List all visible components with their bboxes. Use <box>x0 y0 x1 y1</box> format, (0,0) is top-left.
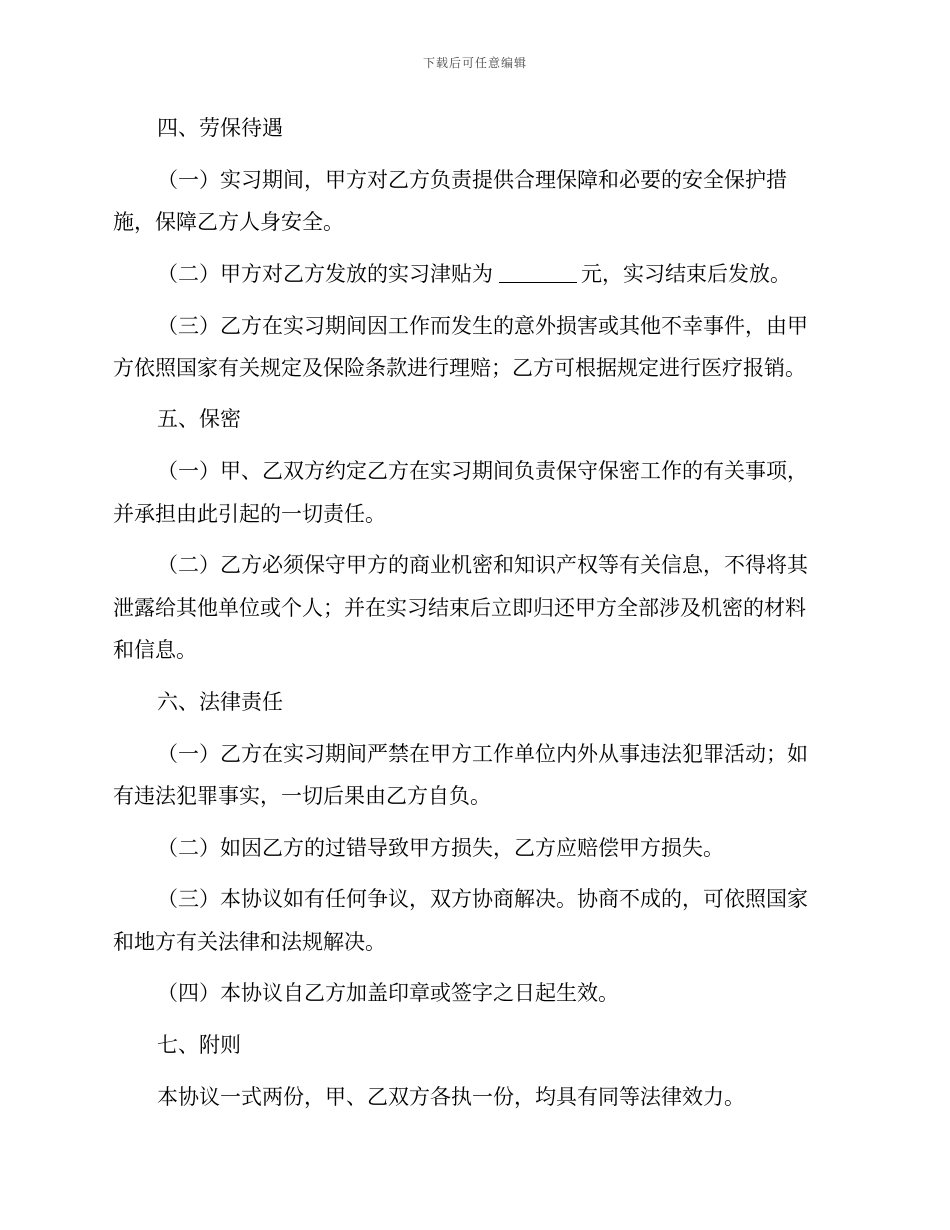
paragraph-line: 方依照国家有关规定及保险条款进行理赔；乙方可根据规定进行医疗报销。 <box>113 356 806 380</box>
section-heading-supplementary: 七、附则 <box>157 1033 241 1057</box>
paragraph-line: （二）乙方必须保守甲方的商业机密和知识产权等有关信息，不得将其 <box>157 553 808 577</box>
section-heading-legal-liability: 六、法律责任 <box>157 690 283 714</box>
paragraph-line: （一）实习期间，甲方对乙方负责提供合理保障和必要的安全保护措 <box>157 168 787 192</box>
paragraph-line-allowance <box>157 260 791 288</box>
paragraph-line: 本协议一式两份，甲、乙双方各执一份，均具有同等法律效力。 <box>157 1085 745 1109</box>
section-heading-confidentiality: 五、保密 <box>157 407 241 431</box>
page-header: 下载后可任意编辑 <box>422 56 527 70</box>
section-heading-labor-benefits: 四、劳保待遇 <box>157 116 283 140</box>
allowance-text-before: （二）甲方对乙方发放的实习津贴为 <box>157 262 493 286</box>
allowance-blank-field <box>499 262 577 283</box>
paragraph-line: （一）乙方在实习期间严禁在甲方工作单位内外从事违法犯罪活动；如 <box>157 742 808 766</box>
paragraph-line: 施，保障乙方人身安全。 <box>113 210 344 234</box>
paragraph-line: （三）本协议如有任何争议，双方协商解决。协商不成的，可依照国家 <box>157 887 808 911</box>
paragraph-line: （四）本协议自乙方加盖印章或签字之日起生效。 <box>157 981 619 1005</box>
paragraph-line: 并承担由此引起的一切责任。 <box>113 502 386 526</box>
paragraph-line: 和信息。 <box>113 638 197 662</box>
paragraph-line: 有违法犯罪事实，一切后果由乙方自负。 <box>113 784 491 808</box>
allowance-text-after: 元，实习结束后发放。 <box>581 262 791 286</box>
paragraph-line: 泄露给其他单位或个人；并在实习结束后立即归还甲方全部涉及机密的材料 <box>113 596 806 620</box>
paragraph-line: （二）如因乙方的过错导致甲方损失，乙方应赔偿甲方损失。 <box>157 836 724 860</box>
paragraph-line: 和地方有关法律和法规解决。 <box>113 930 386 954</box>
paragraph-line: （一）甲、乙双方约定乙方在实习期间负责保守保密工作的有关事项， <box>157 459 808 483</box>
paragraph-line: （三）乙方在实习期间因工作而发生的意外损害或其他不幸事件，由甲 <box>157 314 808 338</box>
